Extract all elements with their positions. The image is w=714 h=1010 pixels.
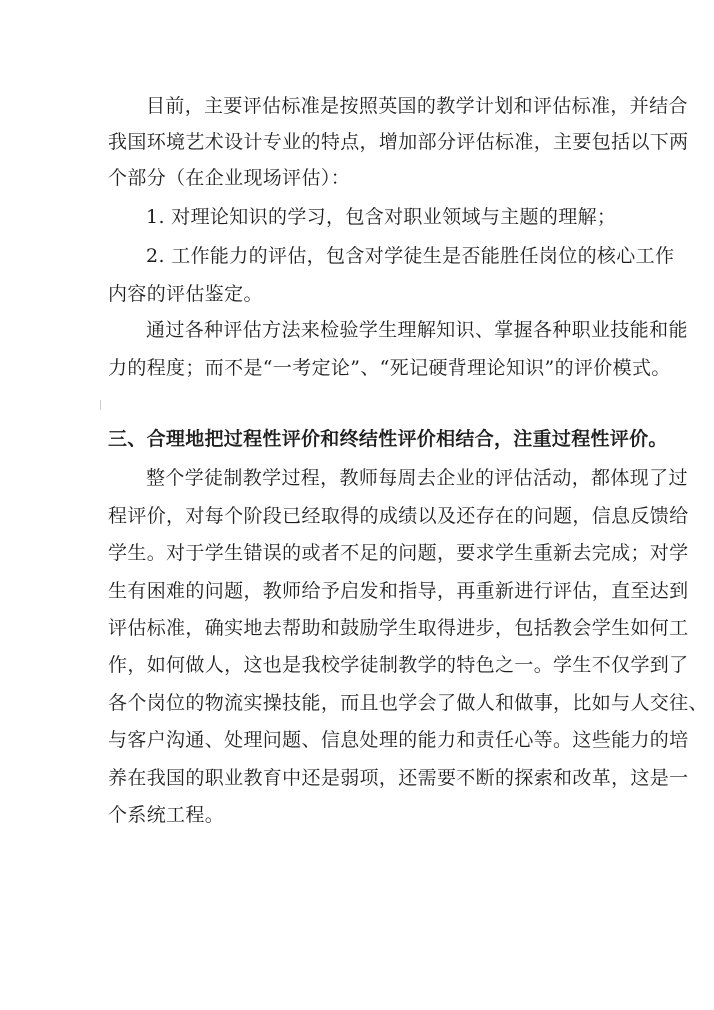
paragraph-2-line-1: 通过各种评估方法来检验学生理解知识、掌握各种职业技能和能	[146, 319, 688, 341]
paragraph-2-line-2: 力的程度；而不是“一考定论”、“死记硬背理论知识”的评价模式。	[108, 357, 671, 379]
margin-mark	[100, 400, 101, 410]
list-item-2-line-2: 内容的评估鉴定。	[108, 283, 263, 305]
paragraph-3-line-8: 与客户沟通、处理问题、信息处理的能力和责任心等。这些能力的培	[108, 729, 689, 751]
paragraph-3-line-4: 生有困难的问题，教师给予启发和指导，再重新进行评估，直至达到	[108, 580, 689, 602]
paragraph-3-line-3: 学生。对于学生错误的或者不足的问题，要求学生重新去完成；对学	[108, 542, 689, 564]
paragraph-3-line-2: 程评价，对每个阶段已经取得的成绩以及还存在的问题，信息反馈给	[108, 505, 689, 527]
paragraph-3-line-6: 作，如何做人，这也是我校学徒制教学的特色之一。学生不仅学到了	[108, 654, 689, 676]
list-item-1: 1. 对理论知识的学习，包含对职业领域与主题的理解；	[146, 206, 617, 228]
list-item-2-line-1: 2. 工作能力的评估，包含对学徒生是否能胜任岗位的核心工作	[146, 245, 675, 267]
paragraph-3-line-10: 个系统工程。	[108, 804, 225, 826]
paragraph-1-line-1: 目前，主要评估标准是按照英国的教学计划和评估标准，并结合	[146, 95, 688, 117]
section-heading: 三、合理地把过程性评价和终结性评价相结合，注重过程性评价。	[108, 428, 668, 450]
paragraph-3-line-7: 各个岗位的物流实操技能，而且也学会了做人和做事，比如与人交往、	[108, 692, 708, 714]
paragraph-3-line-1: 整个学徒制教学过程，教师每周去企业的评估活动，都体现了过	[146, 467, 688, 489]
paragraph-1-line-2: 我国环境艺术设计专业的特点，增加部分评估标准，主要包括以下两	[108, 131, 689, 153]
paragraph-1-line-3: 个部分（在企业现场评估）：	[108, 167, 351, 189]
paragraph-3-line-9: 养在我国的职业教育中还是弱项，还需要不断的探索和改革，这是一	[108, 767, 689, 789]
paragraph-3-line-5: 评估标准，确实地去帮助和鼓励学生取得进步，包括教会学生如何工	[108, 617, 689, 639]
